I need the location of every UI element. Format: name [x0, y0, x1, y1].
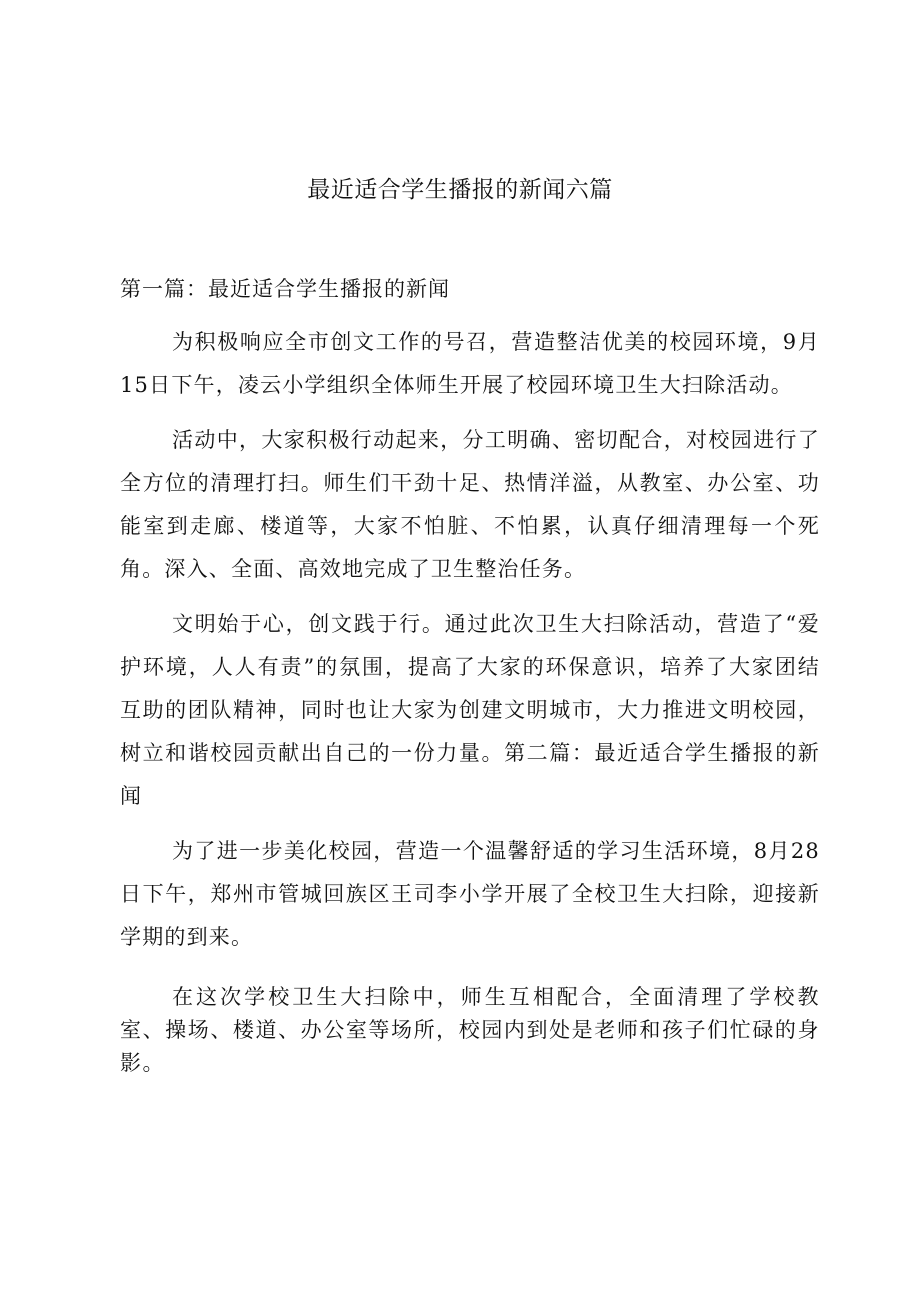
paragraph-5: 在这次学校卫生大扫除中，师生互相配合，全面清理了学校教室、操场、楼道、办公室等场所，校园内到处是老师和孩子们忙碌的身影。 — [120, 985, 820, 1075]
paragraph-1: 为积极响应全市创文工作的号召，营造整洁优美的校园环境，9月15日下午，凌云小学组织全体师生开展了校园环境卫生大扫除活动。 — [120, 330, 820, 397]
section-heading: 第一篇：最近适合学生播报的新闻 — [120, 277, 450, 301]
paragraph-2: 活动中，大家积极行动起来，分工明确、密切配合，对校园进行了全方位的清理打扫。师生们干劲十足、热情洋溢，从教室、办公室、功能室到走廊、楼道等，大家不怕脏、不怕累，认真仔细清理每一个死角。深入、全面、高效地完成了卫生整治任务。 — [120, 428, 820, 581]
paragraph-3: 文明始于心，创文践于行。通过此次卫生大扫除活动，营造了“爱护环境，人人有责”的氛围，提高了大家的环保意识，培养了大家团结互助的团队精神，同时也让大家为创建文明城市，大力推进文明校园，树立和谐校园贡献出自己的一份力量。第二篇：最近适合学生播报的新闻 — [120, 612, 820, 808]
document-body — [120, 271, 820, 1080]
document-title: 最近适合学生播报的新闻六篇 — [307, 177, 613, 203]
paragraph-4: 为了进一步美化校园，营造一个温馨舒适的学习生活环境，8月28日下午，郑州市管城回族区王司李小学开展了全校卫生大扫除，迎接新学期的到来。 — [120, 839, 820, 949]
